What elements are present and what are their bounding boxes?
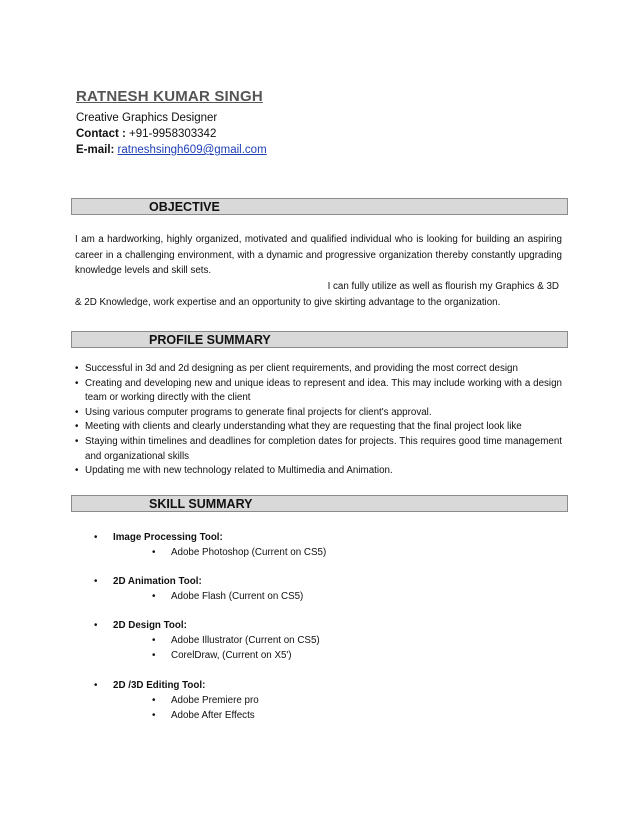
list-item-text: Updating me with new technology related to Multimedia and Animation. [85,465,393,477]
email-label: E-mail: [76,144,115,156]
candidate-name: RATNESH KUMAR SINGH [76,88,263,105]
skill-item: Adobe Premiere pro [171,695,259,706]
contact-line [76,128,216,140]
bullet-icon: • [94,532,98,543]
list-item-text: Meeting with clients and clearly understanding what they are requesting that the final project look like [85,421,522,433]
objective-para2-end: & 2D Knowledge, work expertise and an opportunity to give skirting advantage to the organization. [75,296,501,308]
bullet-icon: • [75,435,79,447]
list-item-text: Using various computer programs to generate final projects for client's approval. [85,406,432,418]
skills-heading: SKILL SUMMARY [149,497,253,511]
skill-item: Adobe Illustrator (Current on CS5) [171,635,320,646]
bullet-icon: • [152,710,156,721]
skills-section-header [71,495,568,512]
skill-group-title: Image Processing Tool: [113,532,223,543]
skill-group-title: 2D Animation Tool: [113,576,202,587]
bullet-icon: • [75,363,79,374]
objective-section-header [71,198,568,215]
email-line [76,144,267,156]
list-item [75,420,562,435]
bullet-icon: • [94,576,98,587]
objective-paragraph-2 [75,279,562,310]
bullet-icon: • [75,465,79,477]
skill-item: Adobe Flash (Current on CS5) [171,591,304,602]
list-item-text: Staying within timelines and deadlines for completion dates for projects. This requires good time management and organizational skills [85,435,562,462]
bullet-icon: • [152,591,156,602]
list-item [75,435,562,464]
profile-section-header [71,331,568,348]
bullet-icon: • [75,421,79,433]
email-link[interactable]: ratneshsingh609@gmail.com [117,144,267,156]
list-item [75,406,562,421]
job-title: Creative Graphics Designer [76,112,218,124]
bullet-icon: • [94,680,98,691]
bullet-icon: • [152,547,156,558]
contact-phone: +91-9958303342 [129,128,217,140]
objective-para2-start: I can fully utilize as well as flourish my Graphics & 3D [327,281,559,292]
list-item [75,377,562,406]
profile-heading: PROFILE SUMMARY [149,333,271,347]
skill-item: CorelDraw, (Current on X5') [171,650,292,661]
bullet-icon: • [152,635,156,646]
profile-summary-list [75,362,562,479]
bullet-icon: • [152,695,156,706]
contact-label: Contact : [76,128,126,140]
bullet-icon: • [94,620,98,631]
list-item-text: Creating and developing new and unique ideas to represent and idea. This may include working with a design team or working directly with the client [85,377,562,404]
skill-item: Adobe After Effects [171,710,255,721]
list-item-text: Successful in 3d and 2d designing as per client requirements, and providing the most correct design [85,363,518,374]
list-item [75,464,562,479]
bullet-icon: • [152,650,156,661]
objective-paragraph: I am a hardworking, highly organized, motivated and qualified individual who is looking for building an aspiring career in a challenging environment, with a dynamic and progressive organization thereby constantly upgrading knowledge levels and skill sets. [75,234,562,277]
skill-item: Adobe Photoshop (Current on CS5) [171,547,327,558]
bullet-icon: • [75,406,79,418]
skill-group-title: 2D /3D Editing Tool: [113,680,206,691]
bullet-icon: • [75,377,79,389]
skill-group-title: 2D Design Tool: [113,620,187,631]
list-item [75,362,562,377]
objective-heading: OBJECTIVE [149,200,220,214]
